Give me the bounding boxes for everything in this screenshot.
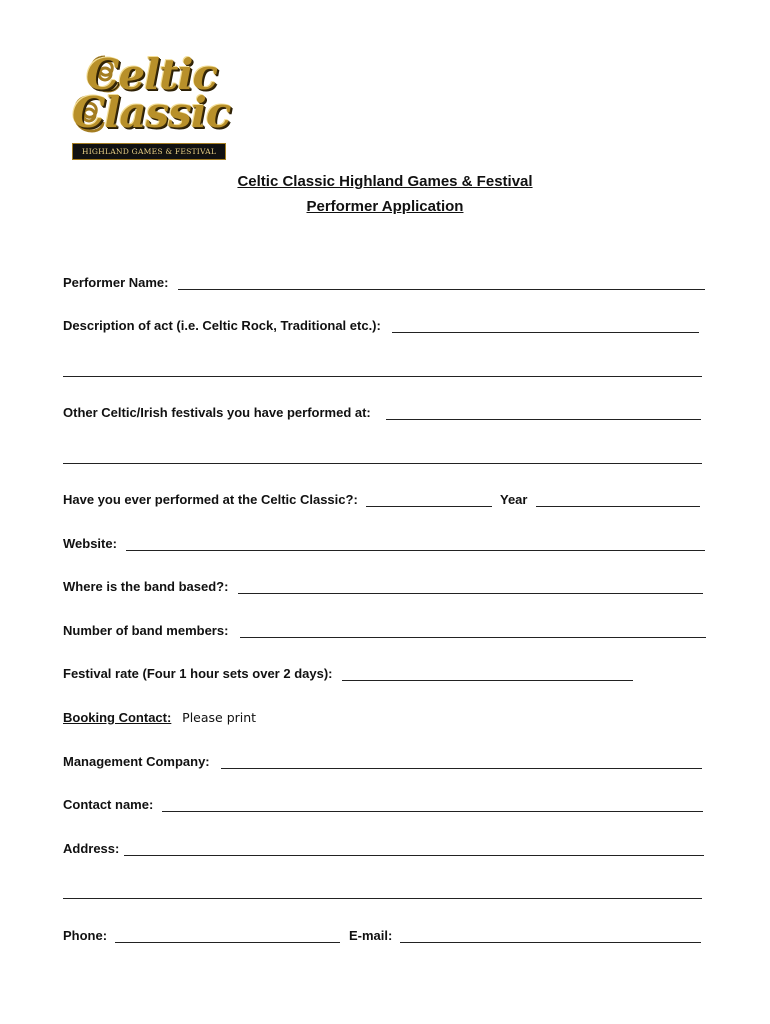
description-field[interactable]: [392, 332, 699, 333]
festival-rate-field[interactable]: [342, 680, 633, 681]
other-festivals-label: Other Celtic/Irish festivals you have performed at:: [63, 405, 371, 420]
band-based-field[interactable]: [238, 593, 703, 594]
band-members-label: Number of band members:: [63, 623, 229, 638]
year-label: Year: [500, 492, 528, 507]
contact-name-field[interactable]: [162, 811, 703, 812]
band-members-field[interactable]: [240, 637, 706, 638]
phone-label: Phone:: [63, 928, 108, 943]
festival-rate-label: Festival rate (Four 1 hour sets over 2 days):: [63, 666, 333, 681]
management-company-label: Management Company:: [63, 754, 210, 769]
page-subtitle: Performer Application: [306, 198, 464, 215]
logo-word-celtic: Celtic: [86, 50, 218, 99]
address-field-line-2[interactable]: [63, 898, 702, 899]
performed-before-field[interactable]: [366, 506, 492, 507]
address-field[interactable]: [124, 855, 704, 856]
performed-before-label: Have you ever performed at the Celtic Classic?:: [63, 492, 358, 507]
email-field[interactable]: [400, 942, 701, 943]
celtic-classic-logo: [70, 50, 231, 160]
description-label: Description of act (i.e. Celtic Rock, Traditional etc.):: [63, 318, 381, 333]
description-field-line-2[interactable]: [63, 376, 702, 377]
website-label: Website:: [63, 536, 117, 551]
logo-word-classic: Classic: [72, 88, 231, 137]
booking-contact-note: Please print: [182, 710, 257, 725]
performer-name-label: Performer Name:: [63, 275, 169, 290]
website-field[interactable]: [126, 550, 705, 551]
logo-banner: HIGHLAND GAMES & FESTIVAL: [72, 143, 226, 160]
other-festivals-field[interactable]: [386, 419, 701, 420]
management-company-field[interactable]: [221, 768, 702, 769]
band-based-label: Where is the band based?:: [63, 579, 229, 594]
other-festivals-field-line-2[interactable]: [63, 463, 702, 464]
page-title: Celtic Classic Highland Games & Festival: [237, 173, 533, 190]
booking-contact-label: Booking Contact:: [63, 710, 172, 725]
year-field[interactable]: [536, 506, 700, 507]
phone-field[interactable]: [115, 942, 340, 943]
contact-name-label: Contact name:: [63, 797, 154, 812]
address-label: Address:: [63, 841, 120, 856]
performer-name-field[interactable]: [178, 289, 705, 290]
booking-contact-heading: [63, 710, 256, 725]
email-label: E-mail:: [349, 928, 393, 943]
